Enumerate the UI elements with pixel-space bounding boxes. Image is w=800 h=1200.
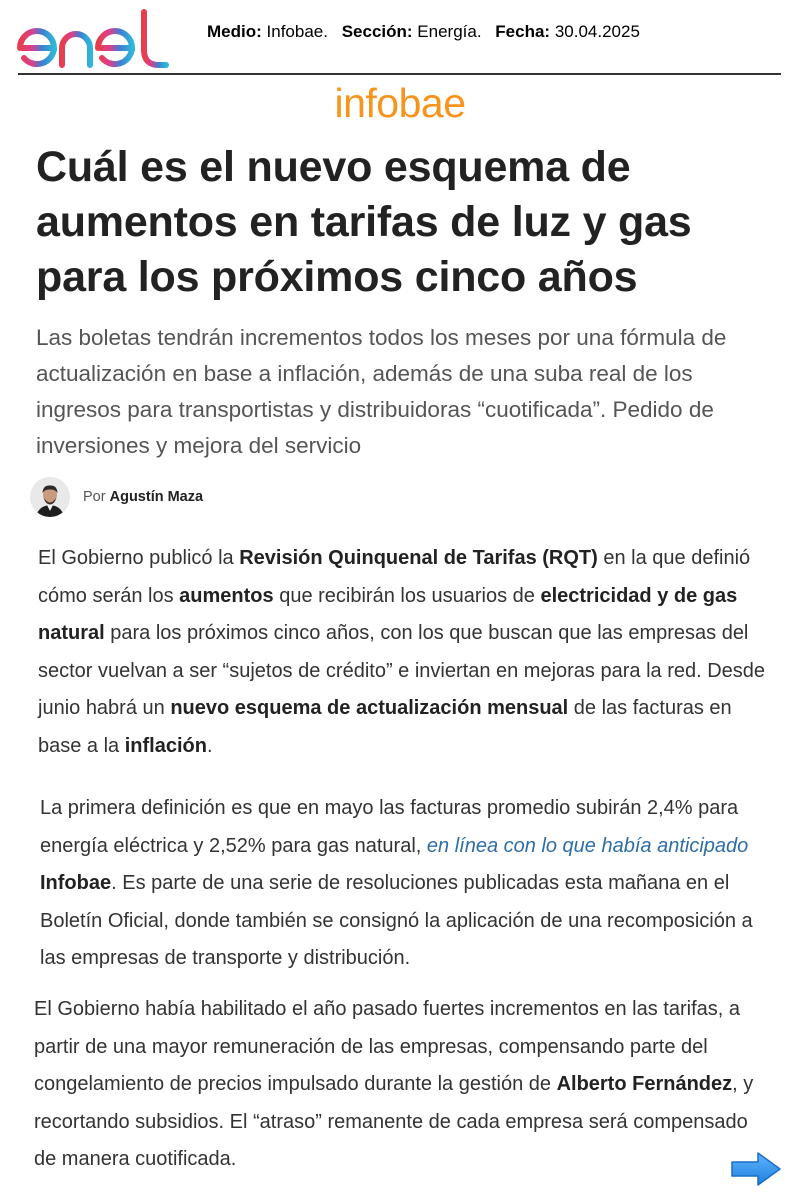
p1-bold-1: Revisión Quinquenal de Tarifas (RQT): [239, 547, 598, 569]
author-avatar[interactable]: [30, 477, 70, 517]
header-divider: [18, 73, 781, 75]
p1-bold-3: electricidad y de gas natural: [38, 584, 738, 644]
clip-header: [0, 0, 800, 76]
p2-bold-1: Infobae: [40, 872, 112, 894]
article-subtitle: Las boletas tendrán incrementos todos los meses por una fórmula de actualización en base a inflación, además de una suba real de los ingresos para transportistas y distribuidoras “cuotificada”. Pedido de inversiones y mejora del servicio: [36, 325, 727, 458]
p2-text-3: . Es parte de una serie de resoluciones publicadas esta mañana en el Boletín Oficial, donde también se consignó la aplicación de una recomposición a las empresas de transporte y distribución.: [40, 872, 753, 969]
article-paragraph-2: [40, 790, 770, 978]
fecha-label: Fecha:: [495, 22, 551, 41]
medio-value: Infobae.: [266, 22, 328, 41]
author-name[interactable]: Agustín Maza: [109, 489, 204, 505]
p1-bold-5: inflación: [124, 734, 207, 757]
article-headline: Cuál es el nuevo esquema de aumentos en tarifas de luz y gas para los próximos cinco años: [36, 143, 692, 301]
p1-bold-4: nuevo esquema de actualización mensual: [170, 697, 569, 719]
clip-meta: [207, 22, 640, 42]
byline: [30, 477, 203, 517]
person-icon: [30, 477, 70, 517]
byline-prefix: Por: [83, 489, 106, 505]
p1-text-3: que recibirán los usuarios de: [273, 584, 541, 607]
enel-logo: [16, 8, 171, 70]
byline-text: [83, 489, 203, 505]
p1-text-1: El Gobierno publicó la: [38, 547, 240, 569]
p1-text-2: en la que definió cómo serán los: [38, 547, 751, 607]
medio-label: Medio:: [207, 22, 262, 41]
p1-text-4: para los próximos cinco años, con los que buscan que las empresas del sector vuelvan a ser “sujetos de crédito” e inviertan en mejoras para la red. Desde junio habrá un: [38, 622, 766, 719]
article-link[interactable]: en línea con lo que había anticipado: [426, 834, 749, 857]
fecha-value: 30.04.2025: [554, 22, 640, 41]
seccion-value: Energía.: [417, 22, 482, 41]
p3-bold-1: Alberto Fernández: [556, 1073, 733, 1095]
p1-text-5: de las facturas en base a la: [38, 697, 732, 757]
p1-bold-2: aumentos: [179, 584, 274, 607]
article-paragraph-3: [34, 991, 764, 1179]
p1-text-6: .: [206, 734, 213, 757]
seccion-label: Sección:: [341, 22, 413, 41]
p3-text-1: El Gobierno había habilitado el año pasado fuertes incrementos en las tarifas, a partir de una mayor remuneración de las empresas, compensando parte del congelamiento de precios impulsado durante la gestión de: [34, 998, 740, 1095]
p3-text-2: , y recortando subsidios. El “atraso” remanente de cada empresa será compensado de manera cuotificada.: [34, 1073, 754, 1170]
arrow-right-icon[interactable]: [730, 1150, 782, 1188]
p2-text-1: La primera definición es que en mayo las facturas promedio subirán 2,4% para energía eléctrica y 2,52% para gas natural,: [40, 797, 739, 857]
outlet-logo: infobae: [334, 80, 466, 126]
article-paragraph-1: [38, 540, 768, 765]
